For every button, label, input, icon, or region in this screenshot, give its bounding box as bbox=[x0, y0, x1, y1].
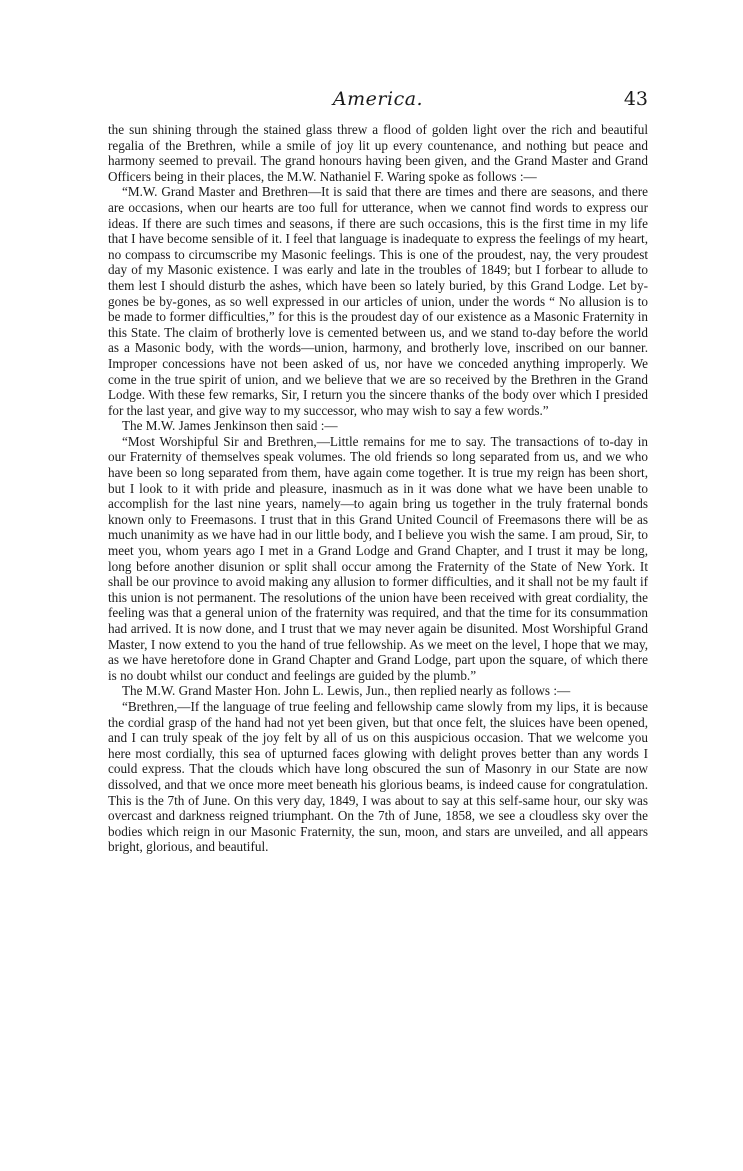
paragraph-2: “M.W. Grand Master and Brethren—It is said that there are times and there are seasons, and there are occasions, when our hearts are too full for utterance, when we cannot find words to express our ideas. If there are such times and seasons, if there are such occasions, this is the first time in my life that I have become sensible of it. I feel that language is inadequate to express the feelings of my heart, no compass to circumscribe my Masonic feelings. This is one of the proudest, nay, the very proudest day of my Masonic existence. I was early and late in the troubles of 1849; but I forbear to allude to them lest I should disturb the ashes, which have been so lately buried, by this Grand Lodge. Let by-gones be by-gones, as so well expressed in our articles of union, under the words “ No allusion is to be made to former difficulties,” for this is the proudest day of our existence as a Masonic Fraternity in this State. The claim of brotherly love is cemented between us, and we stand to-day before the world as a Masonic body, with the words—union, harmony, and brotherly love, inscribed on our banner. Improper concessions have not been asked of us, nor have we conceded anything improperly. We come in the true spirit of union, and we believe that we are so received by the Brethren in the Grand Lodge. With these few remarks, Sir, I return you the sincere thanks of the body over which I presided for the last year, and give way to my successor, who may wish to say a few words.” bbox=[108, 184, 648, 418]
running-title: America. bbox=[332, 88, 424, 110]
page-header bbox=[108, 88, 648, 122]
paragraph-1: the sun shining through the stained glass threw a flood of golden light over the rich and beautiful regalia of the Brethren, while a smile of joy lit up every countenance, and nothing but peace and harmony seemed to prevail. The grand honours having been given, and the Grand Master and Grand Officers being in their places, the M.W. Nathaniel F. Waring spoke as follows :— bbox=[108, 122, 648, 184]
body-text bbox=[108, 122, 648, 855]
paragraph-6: “Brethren,—If the language of true feeling and fellowship came slowly from my lips, it is because the cordial grasp of the hand had not yet been given, but that once felt, the sluices have been opened, and I can truly speak of the joy felt by all of us on this auspicious occasion. That we welcome you here most cordially, this sea of upturned faces glowing with delight proves better than any words I could express. That the clouds which have long obscured the sun of Masonry in our State are now dissolved, and that we once more meet beneath his glorious beams, is indeed cause for congratulation. This is the 7th of June. On this very day, 1849, I was about to say at this self-same hour, our sky was overcast and darkness reigned triumphant. On the 7th of June, 1858, we see a cloudless sky over the bodies which reign in our Masonic Fraternity, the sun, moon, and stars are unveiled, and all appears bright, glorious, and beautiful. bbox=[108, 698, 648, 855]
book-page bbox=[108, 88, 648, 855]
paragraph-3: The M.W. James Jenkinson then said :— bbox=[122, 418, 338, 434]
paragraph-4: “Most Worshipful Sir and Brethren,—Little remains for me to say. The transactions of to-day in our Fraternity of themselves speak volumes. The old friends so long separated from us, and we who have been so long separated from them, have again come together. It is true my reign has been short, but I look to it with pride and pleasure, inasmuch as in it was done what we have been unable to accomplish for the last nine years, namely—to again bring us together in the truly fraternal bonds known only to Freemasons. I trust that in this Grand United Council of Freemasons there will be as much unanimity as we have had in our little body, and I believe you wish the same. I am proud, Sir, to meet you, whom years ago I met in a Grand Lodge and Grand Chapter, and I trust it may be long, long before another disunion or split shall occur among the Fraternity of the State of New York. It shall be our province to avoid making any allusion to former difficulties, and it shall not be my fault if this union is not permanent. The resolutions of the union have been received with great cordiality, the feeling was that a general union of the fraternity was required, and that the time for its consummation had arrived. It is now done, and I trust that we may never again be disunited. Most Worshipful Grand Master, I now extend to you the hand of true fellowship. As we meet on the level, I hope that we may, as we have heretofore done in Grand Chapter and Grand Lodge, part upon the square, of which there is no doubt whilst our conduct and feelings are guided by the plumb.” bbox=[108, 433, 648, 683]
page-number: 43 bbox=[623, 88, 648, 110]
paragraph-5: The M.W. Grand Master Hon. John L. Lewis, Jun., then replied nearly as follows :— bbox=[122, 683, 571, 699]
